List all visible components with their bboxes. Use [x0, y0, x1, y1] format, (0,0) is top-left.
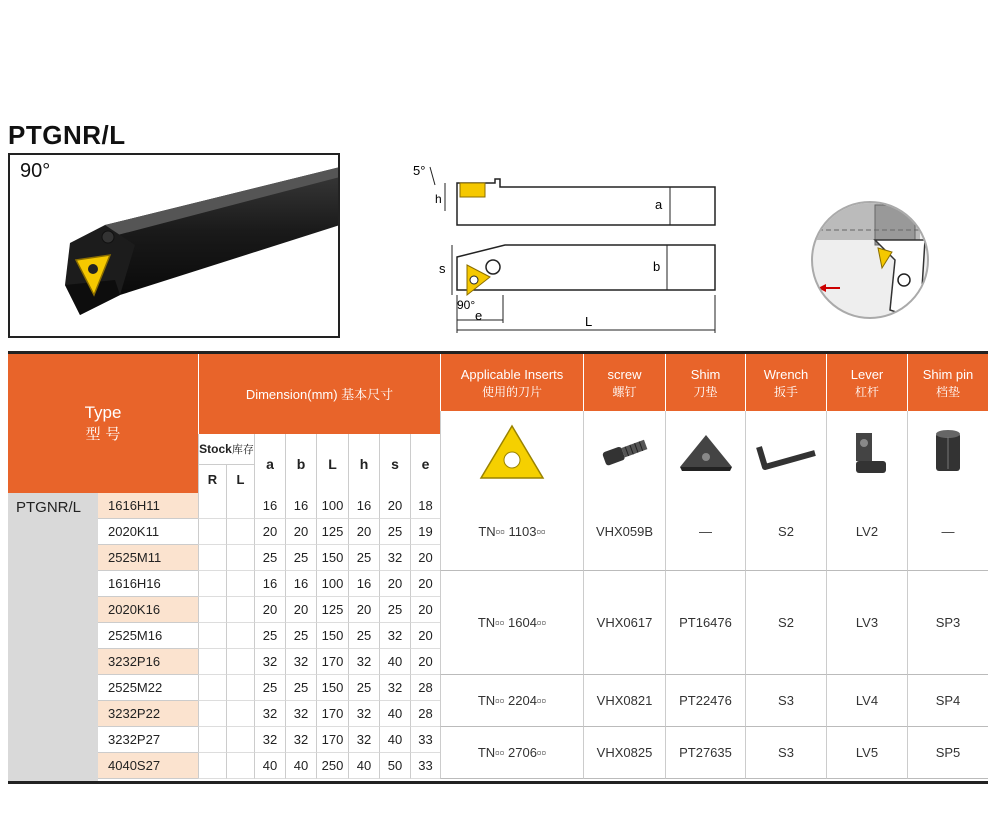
dim-s-cell-0: 20	[379, 493, 410, 519]
shimpin-header	[907, 354, 988, 411]
dim-a-cell-6: 32	[254, 649, 285, 675]
type-suffix-3: 1616H16	[98, 571, 198, 597]
page-title: PTGNR/L	[8, 120, 126, 150]
type-suffix-4: 2020K16	[98, 597, 198, 623]
dim-a-cell-10: 40	[254, 753, 285, 779]
dim-header-b: b	[285, 434, 316, 493]
wrench-cell-2: S3	[745, 675, 826, 727]
screw-icon	[583, 411, 665, 493]
wrench-icon	[745, 411, 826, 493]
dim-b-cell-4: 20	[285, 597, 316, 623]
stock-header-cn: 库存	[231, 443, 254, 456]
angle-top-label: 5°	[413, 163, 426, 178]
dim-L-cell-1: 125	[316, 519, 348, 545]
dim-a-cell-0: 16	[254, 493, 285, 519]
lever-header-en: Lever	[850, 366, 884, 382]
screw-header	[583, 354, 665, 411]
dim-b-cell-9: 32	[285, 727, 316, 753]
dim-h-cell-4: 20	[348, 597, 379, 623]
dim-s-cell-5: 32	[379, 623, 410, 649]
insert-cell-3: TN▫▫ 2706▫▫	[440, 727, 583, 779]
dim-L-cell-0: 100	[316, 493, 348, 519]
stock-l-cell-6	[226, 649, 254, 675]
stock-r-cell-10	[198, 753, 226, 779]
screw-cell-2: VHX0821	[583, 675, 665, 727]
dim-h-cell-6: 32	[348, 649, 379, 675]
inserts-header-en: Applicable Inserts	[460, 366, 564, 382]
dim-s-cell-2: 32	[379, 545, 410, 571]
stock-r-header: R	[198, 464, 226, 493]
shimpin-cell-3: SP5	[907, 727, 988, 779]
stock-l-cell-10	[226, 753, 254, 779]
stock-l-cell-4	[226, 597, 254, 623]
product-photo	[8, 153, 340, 338]
dim-L-cell-2: 150	[316, 545, 348, 571]
dim-e-cell-5: 20	[410, 623, 440, 649]
stock-header	[198, 434, 254, 464]
stock-l-cell-5	[226, 623, 254, 649]
dim-e-cell-8: 28	[410, 701, 440, 727]
type-suffix-5: 2525M16	[98, 623, 198, 649]
dim-header-a: a	[254, 434, 285, 493]
shim-cell-3: PT27635	[665, 727, 745, 779]
type-suffix-2: 2525M11	[98, 545, 198, 571]
shim-pin-icon	[907, 411, 988, 493]
shim-header-en: Shim	[690, 366, 721, 382]
dim-header-h: h	[348, 434, 379, 493]
dim-h-cell-9: 32	[348, 727, 379, 753]
type-suffix-9: 3232P27	[98, 727, 198, 753]
dimension-header	[198, 354, 440, 434]
s-label: s	[439, 261, 446, 276]
screw-header-en: screw	[607, 366, 642, 382]
dim-s-cell-9: 40	[379, 727, 410, 753]
screw-cell-0: VHX059B	[583, 493, 665, 571]
dim-b-cell-8: 32	[285, 701, 316, 727]
dim-h-cell-10: 40	[348, 753, 379, 779]
dim-L-cell-7: 150	[316, 675, 348, 701]
stock-header-label: Stock	[199, 442, 232, 456]
screw-cell-3: VHX0825	[583, 727, 665, 779]
dim-a-cell-1: 20	[254, 519, 285, 545]
stock-l-cell-1	[226, 519, 254, 545]
wrench-header	[745, 354, 826, 411]
e-label: e	[475, 308, 483, 323]
dim-header-L: L	[316, 434, 348, 493]
table-bottom-rule	[8, 781, 988, 784]
stock-r-cell-6	[198, 649, 226, 675]
dimension-drawing	[405, 155, 725, 340]
dim-header-s: s	[379, 434, 410, 493]
insert-cell-2: TN▫▫ 2204▫▫	[440, 675, 583, 727]
dim-e-cell-0: 18	[410, 493, 440, 519]
stock-r-cell-3	[198, 571, 226, 597]
dim-a-cell-4: 20	[254, 597, 285, 623]
shim-header-cn: 刀垫	[693, 384, 718, 399]
lever-header-cn: 杠杆	[854, 384, 879, 399]
dim-s-cell-8: 40	[379, 701, 410, 727]
stock-l-header: L	[226, 464, 254, 493]
dim-e-cell-3: 20	[410, 571, 440, 597]
stock-l-cell-9	[226, 727, 254, 753]
dim-e-cell-9: 33	[410, 727, 440, 753]
wrench-header-cn: 扳手	[773, 384, 798, 399]
dim-b-cell-3: 16	[285, 571, 316, 597]
dim-s-cell-3: 20	[379, 571, 410, 597]
tool-holder-image	[10, 155, 340, 338]
type-header	[8, 354, 198, 493]
stock-r-cell-4	[198, 597, 226, 623]
dim-b-cell-2: 25	[285, 545, 316, 571]
stock-r-cell-9	[198, 727, 226, 753]
dim-e-cell-10: 33	[410, 753, 440, 779]
dim-h-cell-5: 25	[348, 623, 379, 649]
stock-l-cell-8	[226, 701, 254, 727]
shimpin-header-en: Shim pin	[922, 366, 974, 382]
type-suffix-0: 1616H11	[98, 493, 198, 519]
stock-r-cell-0	[198, 493, 226, 519]
stock-r-cell-2	[198, 545, 226, 571]
type-prefix-column	[8, 493, 98, 781]
lever-cell-2: LV4	[826, 675, 907, 727]
shimpin-cell-2: SP4	[907, 675, 988, 727]
dim-e-cell-4: 20	[410, 597, 440, 623]
dim-a-cell-8: 32	[254, 701, 285, 727]
dim-a-cell-9: 32	[254, 727, 285, 753]
b-label: b	[653, 259, 661, 274]
dim-b-cell-5: 25	[285, 623, 316, 649]
angle-bottom-label: 90°	[457, 298, 476, 312]
dimension-header-label: Dimension(mm) 基本尺寸	[245, 386, 394, 402]
type-prefix: PTGNR/L	[16, 499, 82, 516]
type-header-en: Type	[84, 403, 122, 422]
dim-L-cell-10: 250	[316, 753, 348, 779]
wrench-cell-1: S2	[745, 571, 826, 675]
dim-L-cell-5: 150	[316, 623, 348, 649]
dim-b-cell-6: 32	[285, 649, 316, 675]
type-suffix-1: 2020K11	[98, 519, 198, 545]
stock-r-cell-7	[198, 675, 226, 701]
dim-s-cell-4: 25	[379, 597, 410, 623]
photo-angle-label: 90°	[20, 160, 51, 182]
dim-h-cell-0: 16	[348, 493, 379, 519]
dim-h-cell-1: 20	[348, 519, 379, 545]
dim-s-cell-1: 25	[379, 519, 410, 545]
dim-L-cell-9: 170	[316, 727, 348, 753]
type-suffix-10: 4040S27	[98, 753, 198, 779]
L-label: L	[585, 314, 593, 329]
screw-header-cn: 螺钉	[612, 384, 637, 399]
type-suffix-8: 3232P22	[98, 701, 198, 727]
dim-header-e: e	[410, 434, 440, 493]
wrench-cell-0: S2	[745, 493, 826, 571]
dim-h-cell-3: 16	[348, 571, 379, 597]
lever-cell-0: LV2	[826, 493, 907, 571]
dim-a-cell-7: 25	[254, 675, 285, 701]
dim-a-cell-5: 25	[254, 623, 285, 649]
dim-h-cell-7: 25	[348, 675, 379, 701]
dim-s-cell-7: 32	[379, 675, 410, 701]
stock-l-cell-0	[226, 493, 254, 519]
dim-e-cell-7: 28	[410, 675, 440, 701]
dim-a-cell-2: 25	[254, 545, 285, 571]
lever-cell-1: LV3	[826, 571, 907, 675]
shimpin-header-cn: 档垫	[935, 384, 960, 399]
shim-cell-2: PT22476	[665, 675, 745, 727]
dim-e-cell-2: 20	[410, 545, 440, 571]
insert-cell-0: TN▫▫ 1103▫▫	[440, 493, 583, 571]
wrench-cell-3: S3	[745, 727, 826, 779]
lever-icon	[826, 411, 907, 493]
a-label: a	[655, 197, 663, 212]
shimpin-cell-0: —	[907, 493, 988, 571]
shim-icon	[665, 411, 745, 493]
inserts-header	[440, 354, 583, 411]
shim-header	[665, 354, 745, 411]
dim-b-cell-0: 16	[285, 493, 316, 519]
shim-cell-0: —	[665, 493, 745, 571]
lever-header	[826, 354, 907, 411]
dim-s-cell-10: 50	[379, 753, 410, 779]
inserts-header-cn: 使用的刀片	[481, 384, 542, 399]
insert-icon	[440, 411, 583, 493]
dim-b-cell-10: 40	[285, 753, 316, 779]
dim-h-cell-2: 25	[348, 545, 379, 571]
shimpin-cell-1: SP3	[907, 571, 988, 675]
dim-b-cell-7: 25	[285, 675, 316, 701]
dim-e-cell-6: 20	[410, 649, 440, 675]
stock-r-cell-1	[198, 519, 226, 545]
dim-a-cell-3: 16	[254, 571, 285, 597]
shim-cell-1: PT16476	[665, 571, 745, 675]
type-header-cn: 型 号	[85, 425, 121, 443]
stock-l-cell-3	[226, 571, 254, 597]
wrench-header-en: Wrench	[763, 366, 809, 382]
dim-L-cell-8: 170	[316, 701, 348, 727]
screw-cell-1: VHX0617	[583, 571, 665, 675]
dim-L-cell-6: 170	[316, 649, 348, 675]
h-label: h	[435, 192, 442, 206]
stock-l-cell-7	[226, 675, 254, 701]
stock-r-cell-5	[198, 623, 226, 649]
cutting-detail-image	[800, 200, 940, 320]
insert-cell-1: TN▫▫ 1604▫▫	[440, 571, 583, 675]
dim-s-cell-6: 40	[379, 649, 410, 675]
dim-b-cell-1: 20	[285, 519, 316, 545]
dim-L-cell-3: 100	[316, 571, 348, 597]
type-suffix-7: 2525M22	[98, 675, 198, 701]
type-suffix-6: 3232P16	[98, 649, 198, 675]
stock-l-cell-2	[226, 545, 254, 571]
dim-h-cell-8: 32	[348, 701, 379, 727]
dim-e-cell-1: 19	[410, 519, 440, 545]
stock-r-cell-8	[198, 701, 226, 727]
dim-L-cell-4: 125	[316, 597, 348, 623]
lever-cell-3: LV5	[826, 727, 907, 779]
